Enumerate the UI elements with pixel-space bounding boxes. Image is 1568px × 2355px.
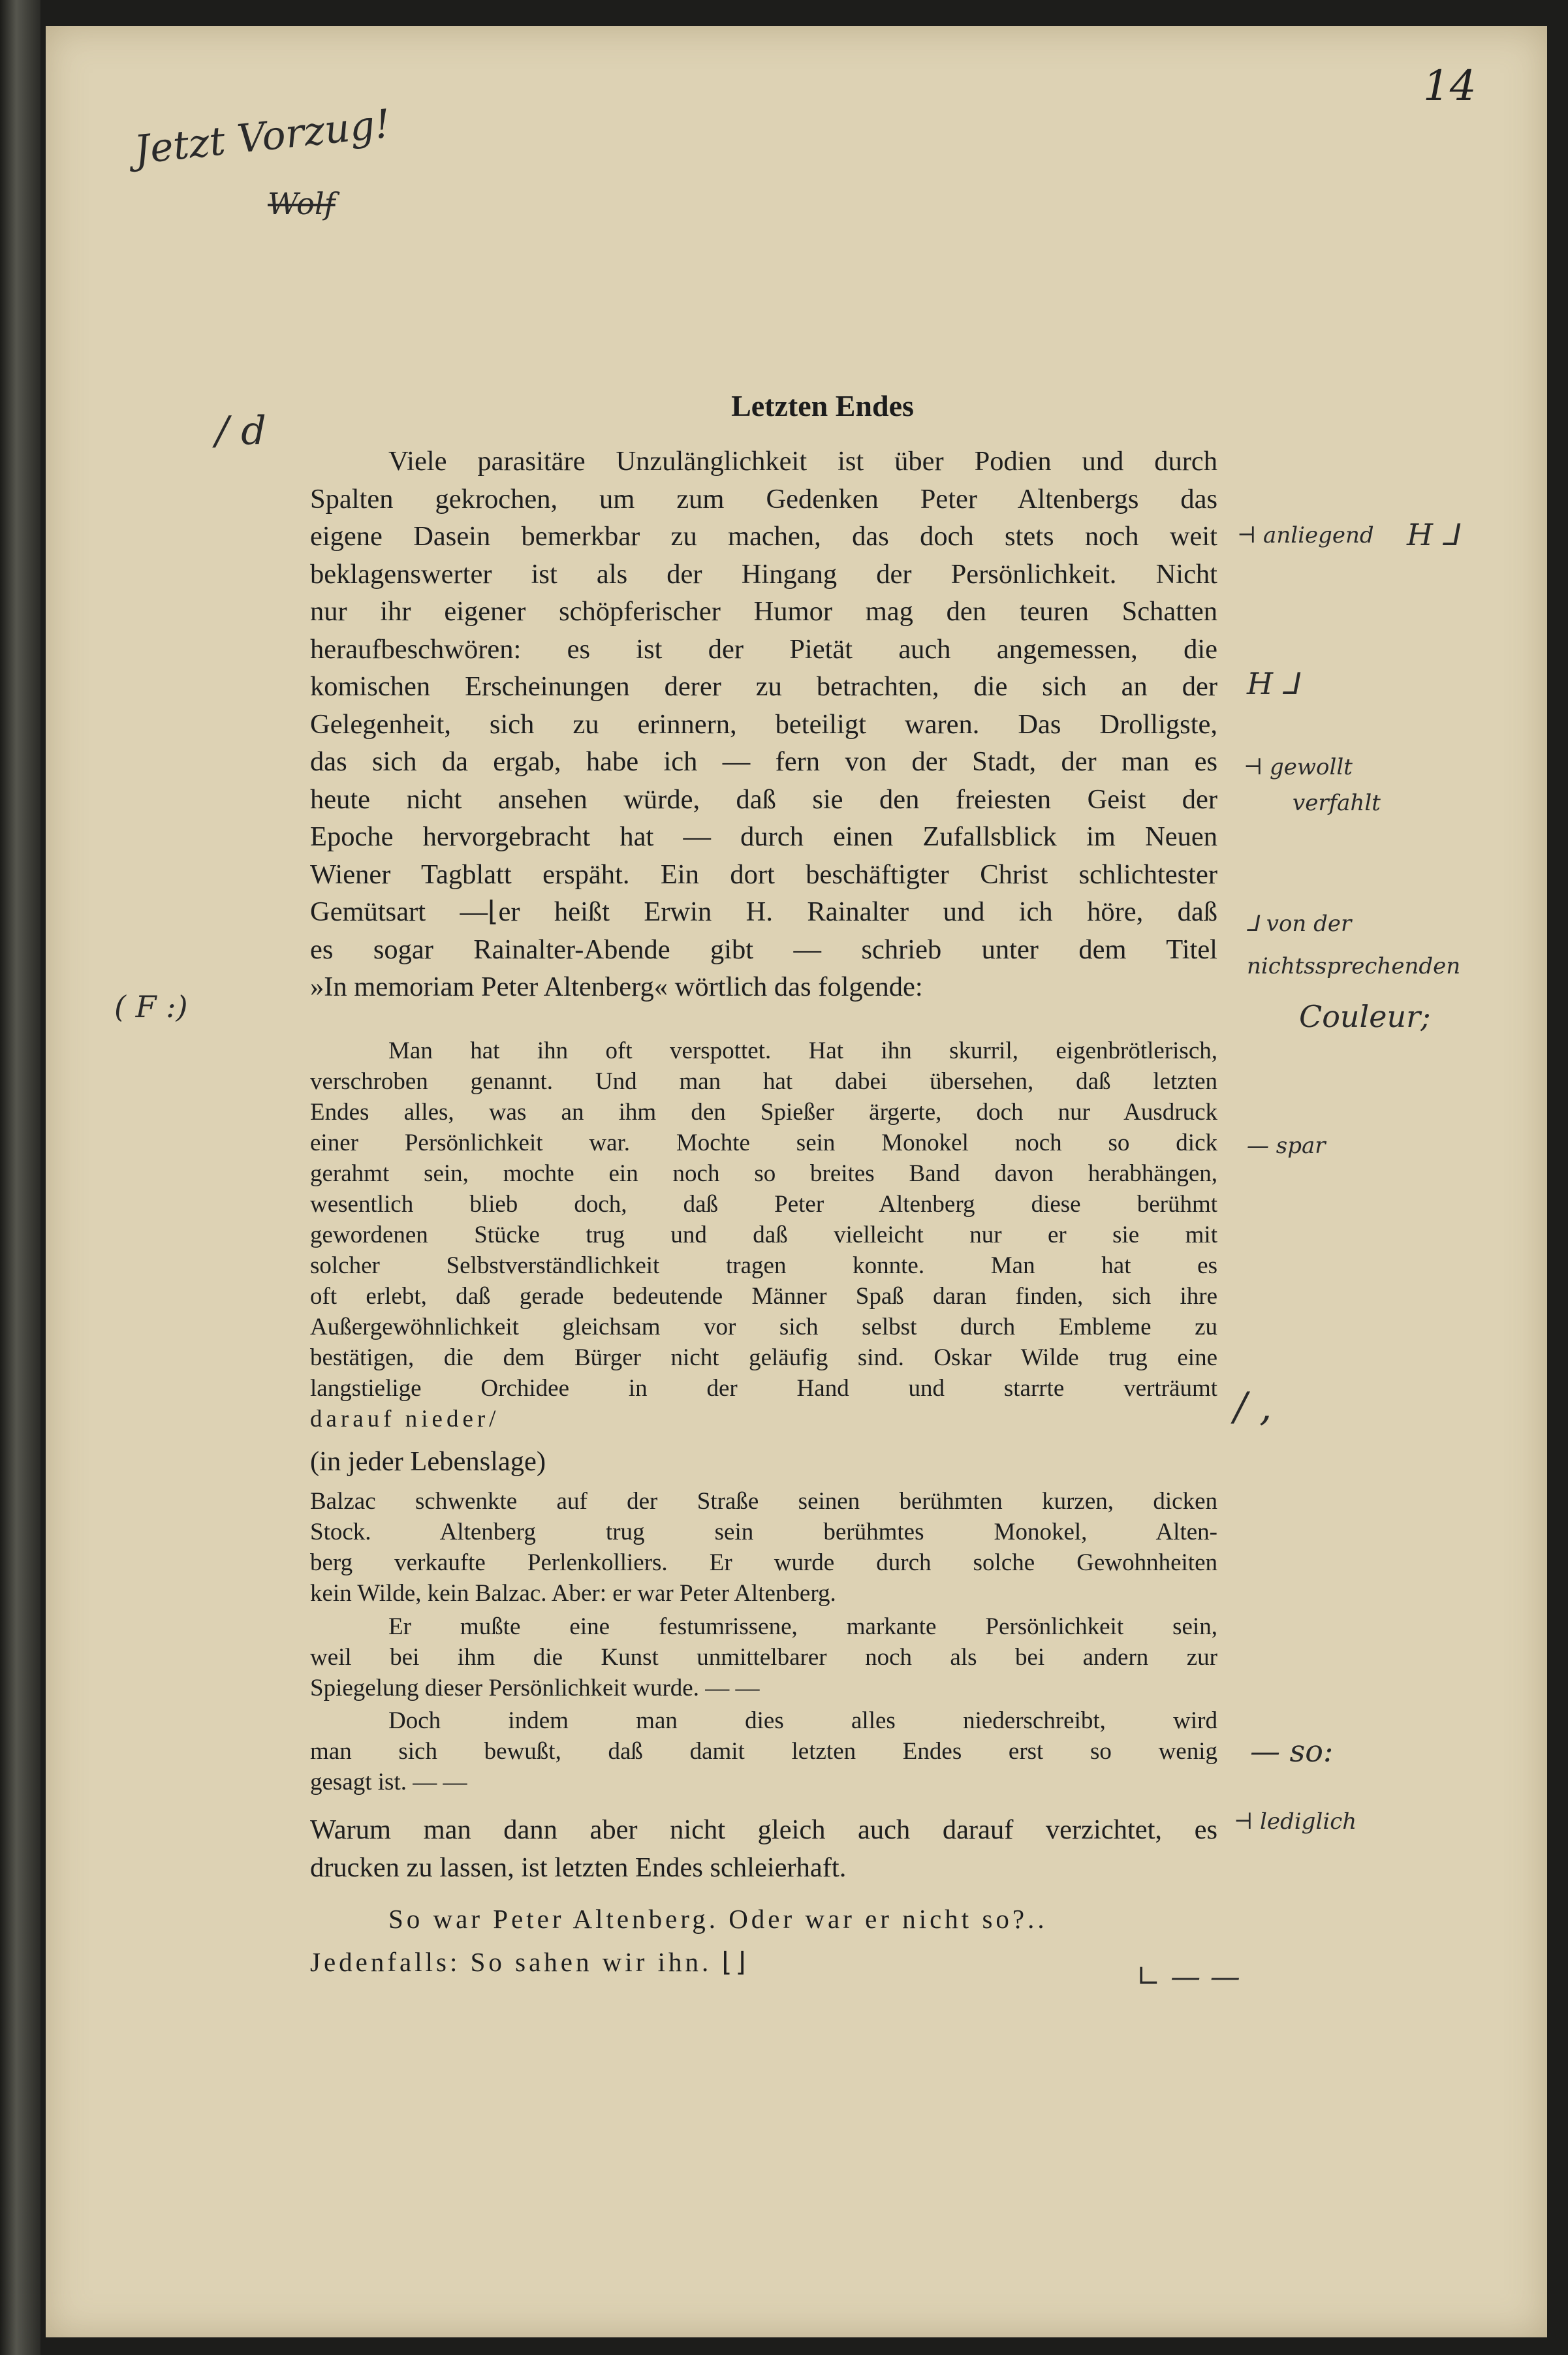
text-line: heraufbeschwören: es ist der Pietät auch angemessen, die [310, 633, 1217, 665]
text-line: »In memoriam Peter Altenberg« wörtlich das folgende: [310, 972, 923, 1002]
text-line: nur ihr eigener schöpferischer Humor mag den teuren Schatten [310, 596, 1217, 627]
quote-line: Balzac schwenkte auf der Straße seinen berühmten kurzen, dicken [310, 1488, 1217, 1515]
insert-text: (in jeder Lebenslage) [310, 1446, 546, 1477]
paragraph-2 [310, 1811, 1217, 1886]
quote-line: gerahmt sein, mochte ein noch so breites Band davon herabhängen, [310, 1160, 1217, 1187]
text-line: eigene Dasein bemerkbar zu machen, das doch stets noch weit [310, 521, 1217, 552]
text-line: Epoche hervorgebracht hat — durch einen Zufallsblick im Neuen [310, 821, 1217, 852]
paragraph-1 [310, 443, 1217, 1006]
quote-line: Endes alles, was an ihm den Spießer ärgerte, doch nur Ausdruck [310, 1099, 1217, 1126]
text-line: drucken zu lassen, ist letzten Endes schleierhaft. [310, 1852, 847, 1883]
note-right-2: H ⅃ [1247, 666, 1300, 701]
quote-line: verschroben genannt. Und man hat dabei übersehen, daß letzten [310, 1068, 1217, 1095]
text-line: Wiener Tagblatt erspäht. Ein dort beschäftigter Christ schlichtester [310, 859, 1217, 890]
quote-line: Doch indem man dies alles niederschreibt, wird [388, 1707, 1217, 1734]
closing-line: Jedenfalls: So sahen wir ihn. ⌊⌋ [310, 1947, 749, 1977]
quote-line: einer Persönlichkeit war. Mochte sein Monokel noch so dick [310, 1130, 1217, 1156]
note-right-7: — so: [1250, 1733, 1334, 1769]
quote-line: gesagt ist. — — [310, 1769, 467, 1795]
book-binding [0, 0, 40, 2355]
note-top-left: Jetzt Vorzug! [132, 101, 393, 174]
quote-block-1 [310, 1035, 1217, 1434]
quote-line: Stock. Altenberg trug sein berühmtes Monokel, Alten- [310, 1519, 1217, 1545]
text-line: es sogar Rainalter-Abende gibt — schrieb unter dem Titel [310, 934, 1217, 965]
closing-line: So war Peter Altenberg. Oder war er nicht so?.. [388, 1904, 1048, 1934]
quote-block-2 [310, 1486, 1217, 1609]
text-line: Gelegenheit, sich zu erinnern, beteiligt waren. Das Drolligste, [310, 708, 1217, 740]
note-right-4c: Couleur; [1299, 999, 1431, 1034]
note-right-5: — spar [1247, 1133, 1326, 1159]
text-line: beklagenswerter ist als der Hingang der Persönlichkeit. Nicht [310, 558, 1217, 590]
note-right-4a: ⅃ von der [1247, 911, 1352, 937]
quote-line: bestätigen, die dem Bürger nicht geläufig sind. Oskar Wilde trug eine [310, 1344, 1217, 1371]
text-line: Gemütsart —⌊er heißt Erwin H. Rainalter und ich höre, daß [310, 896, 1217, 927]
quote-line: oft erlebt, daß gerade bedeutende Männer Spaß daran finden, sich ihre [310, 1283, 1217, 1310]
quote-line: gewordenen Stücke trug und daß vielleicht nur er sie mit [310, 1222, 1217, 1248]
note-right-9: ∟ — — [1136, 1959, 1240, 1994]
text-line: Spalten gekrochen, um zum Gedenken Peter Altenbergs das [310, 483, 1217, 514]
note-right-6: / , [1234, 1384, 1272, 1430]
page-number: 14 [1423, 62, 1477, 110]
inserted-line [310, 1443, 1217, 1481]
quote-line: Er mußte eine festumrissene, markante Persönlichkeit sein, [388, 1613, 1217, 1640]
text-line: komischen Erscheinungen derer zu betrachten, die sich an der [310, 671, 1217, 702]
note-right-1a: ⊣ anliegend [1237, 522, 1374, 548]
quote-line: darauf nieder/ [310, 1406, 500, 1432]
note-top-left-struck: Wolf [268, 186, 336, 221]
quote-line: Außergewöhnlichkeit gleichsam vor sich selbst durch Embleme zu [310, 1314, 1217, 1340]
note-heading-mark: / d [215, 408, 266, 454]
note-right-1b: H ⅃ [1407, 517, 1460, 552]
note-right-3b: verfahlt [1293, 790, 1381, 816]
note-right-4b: nichtssprechenden [1247, 953, 1461, 979]
quote-block-4 [310, 1705, 1217, 1797]
quote-line: Spiegelung dieser Persönlichkeit wurde. — — [310, 1675, 760, 1701]
text-line: Warum man dann aber nicht gleich auch darauf verzichtet, es [310, 1814, 1217, 1845]
quote-line: Man hat ihn oft verspottet. Hat ihn skurril, eigenbrötlerisch, [388, 1037, 1217, 1064]
article-heading: Letzten Endes [731, 389, 914, 422]
quote-line: langstielige Orchidee in der Hand und starrte verträumt [310, 1375, 1217, 1402]
note-right-8: ⊣ lediglich [1234, 1809, 1357, 1835]
quote-line: man sich bewußt, daß damit letzten Endes erst so wenig [310, 1738, 1217, 1765]
text-line: heute nicht ansehen würde, daß sie den freiesten Geist der [310, 783, 1217, 815]
text-line: Viele parasitäre Unzulänglichkeit ist über Podien und durch [388, 446, 1217, 477]
quote-line: wesentlich blieb doch, daß Peter Altenberg diese berühmt [310, 1191, 1217, 1218]
quote-line: solcher Selbstverständlichkeit tragen konnte. Man hat es [310, 1252, 1217, 1279]
note-left-quote-mark: ( F :) [114, 989, 188, 1024]
quote-block-3 [310, 1611, 1217, 1703]
quote-line: kein Wilde, kein Balzac. Aber: er war Peter Altenberg. [310, 1580, 836, 1607]
quote-line: weil bei ihm die Kunst unmittelbarer noch als bei andern zur [310, 1644, 1217, 1671]
note-right-3a: ⊣ gewollt [1244, 754, 1353, 780]
text-line: das sich da ergab, habe ich — fern von der Stadt, der man es [310, 746, 1217, 777]
quote-line: berg verkaufte Perlenkolliers. Er wurde durch solche Gewohnheiten [310, 1549, 1217, 1576]
closing-lines [310, 1897, 1217, 1984]
